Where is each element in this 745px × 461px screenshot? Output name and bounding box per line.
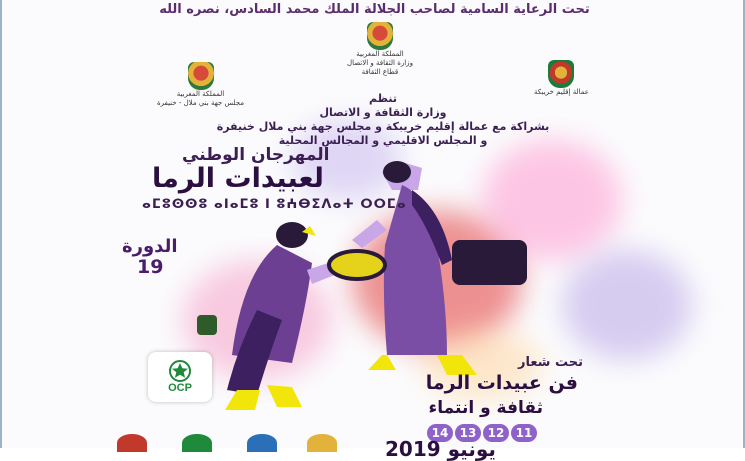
day-badge: 14 <box>427 424 453 442</box>
crouching-performer <box>197 222 385 410</box>
ministry-logo <box>347 22 413 77</box>
province-caption: عمالة إقليم خريبكة <box>534 88 589 96</box>
festival-title-line-1: المهرجان الوطني <box>182 145 330 165</box>
ocp-sponsor-logo <box>148 352 212 402</box>
ministry-caption-3: قطاع الثقافة <box>361 68 399 76</box>
organizers-intro: تنظم <box>369 92 397 105</box>
organizers-line-3: و المجلس الاقليمي و المجالس المحلية <box>278 134 488 147</box>
festival-title-line-2: لعبيدات الرما <box>152 163 324 194</box>
patronage-line: تحت الرعاية السامية لصاحب الجلالة الملك محمد السادس، نصره الله <box>159 2 590 17</box>
slogan-line-1: فن عبيدات الرما <box>425 372 578 394</box>
council-caption-1: المملكة المغربية <box>176 90 225 98</box>
day-badge: 13 <box>455 424 481 442</box>
partner-logo <box>307 434 337 452</box>
royal-crest-icon <box>188 62 214 90</box>
royal-crest-icon <box>367 22 393 50</box>
day-badge: 11 <box>511 424 537 442</box>
session-number: 19 <box>137 256 164 278</box>
council-caption-2: مجلس جهة بني ملال - خنيفرة <box>157 99 244 107</box>
province-crest-icon <box>548 60 574 88</box>
organizers-line-1: وزارة الثقافة و الاتصال <box>319 106 447 119</box>
day-badge: 12 <box>483 424 509 442</box>
ministry-caption-2: وزارة الثقافة و الاتصال <box>347 59 413 67</box>
slogan-line-2: ثقافة و انتماء <box>428 398 543 418</box>
session-label: الدورة <box>122 236 178 257</box>
festival-month-year: يونيو 2019 <box>385 437 496 461</box>
organizers-block <box>173 92 593 148</box>
ocp-label: OCP <box>168 382 192 394</box>
ministry-caption-1: المملكة المغربية <box>356 50 404 58</box>
slogan-intro: تحت شعار <box>517 355 583 370</box>
ocp-star-icon <box>167 360 193 382</box>
organizers-line-2: بشراكة مع عمالة إقليم خريبكة و مجلس جهة بني ملال خنيفرة <box>216 120 550 133</box>
paint-splash <box>562 250 692 360</box>
partner-logo <box>247 434 277 452</box>
partner-logo <box>182 434 212 452</box>
partner-logo <box>117 434 147 452</box>
festival-title-tifinagh: ⴰⵎⵓⵙⵙⵓ ⴰⵏⴰⵎⵓ ⵏ ⵓⵄⴱⵉⴷⴰⵜ ⵔⵔⵎⴰ <box>142 197 407 212</box>
